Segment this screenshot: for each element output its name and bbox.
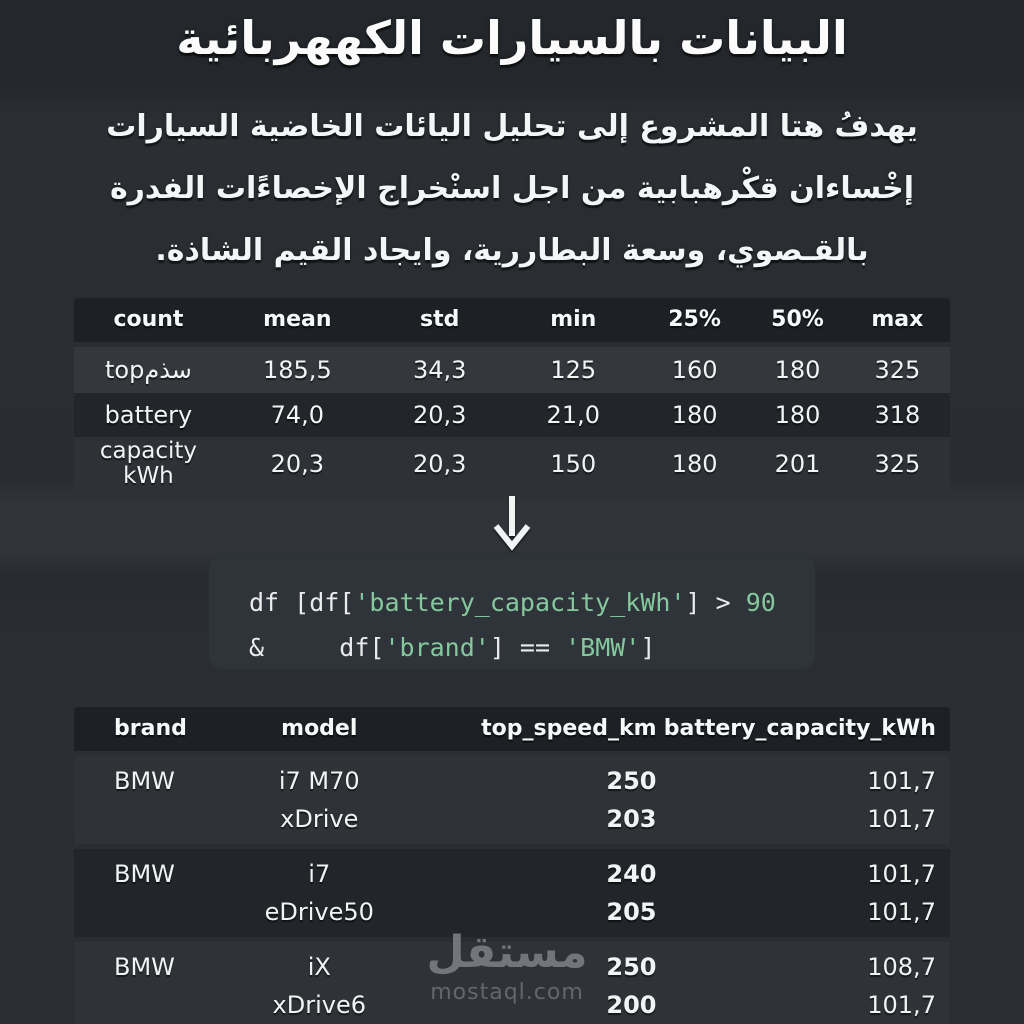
column-header: brand [114, 716, 187, 742]
row-label: topسذم [105, 355, 192, 384]
description-line: إخْساءان قكْرهبابية من اجل اسنْخراج الإخصاءًات الفدرة [109, 170, 915, 206]
cell-value: 150 [550, 449, 597, 478]
cell-value: 325 [874, 449, 921, 478]
cell-value: 180 [671, 400, 718, 429]
battery-cell: 108,7 [867, 952, 936, 981]
description-line: بالقـصوي، وسعة البطاررية، وايجاد القيم الشاذة. [155, 232, 869, 268]
speed-cell: 250 [606, 952, 657, 981]
row-label: capacity kWh [99, 437, 197, 489]
battery-cell: 101,7 [867, 859, 936, 888]
speed-cell: 240 [606, 859, 657, 888]
row-label: battery [104, 400, 193, 429]
cell-value: 20,3 [412, 449, 467, 478]
code-line: & df['brand'] == 'BMW'] [249, 632, 656, 662]
table-row [74, 347, 950, 393]
brand-cell: BMW [114, 952, 175, 981]
cell-value: 21,0 [546, 400, 600, 429]
column-header: 25% [668, 307, 721, 333]
column-header: count [113, 307, 184, 333]
table-row [74, 893, 950, 931]
cell-value: 325 [874, 355, 921, 384]
battery-cell: 101,7 [867, 804, 936, 833]
filtered-cars-table [74, 707, 950, 1024]
description-line: يهدفُ هتا المشروع إلى تحليل اليائات الخاضية السيارات [106, 108, 918, 144]
down-arrow-icon [490, 494, 534, 554]
pandas-filter-code-block [209, 556, 815, 669]
table-row [74, 393, 950, 437]
cell-value: 185,5 [263, 355, 332, 384]
model-cell: iX [307, 952, 331, 981]
model-cell: i7 M70 [278, 766, 360, 795]
column-header: std [420, 307, 460, 333]
table-row [74, 762, 950, 800]
column-header: top_speed_km [481, 716, 657, 742]
page-title: البيانات بالسيارات الكههربائية [176, 11, 848, 65]
table-row-group [74, 756, 950, 844]
cell-value: 20,3 [412, 400, 467, 429]
table-row [74, 437, 950, 491]
cell-value: 74,0 [270, 400, 325, 429]
table-row [74, 855, 950, 893]
battery-cell: 101,7 [867, 990, 936, 1019]
speed-cell: 200 [606, 990, 657, 1019]
mostaql-logo: مستقل [426, 927, 588, 978]
table-row-group [74, 942, 950, 1024]
cell-value: 160 [671, 355, 718, 384]
column-header: model [281, 716, 358, 742]
brand-cell: BMW [114, 859, 175, 888]
cell-value: 20,3 [270, 449, 325, 478]
battery-cell: 101,7 [867, 766, 936, 795]
table-row [74, 948, 950, 986]
code-line: df [df['battery_capacity_kWh'] > 90 [249, 587, 776, 617]
column-header: battery_capacity_kWh [663, 716, 936, 742]
cars-table-header [74, 707, 950, 751]
table-row [74, 986, 950, 1024]
speed-cell: 250 [606, 766, 657, 795]
speed-cell: 205 [606, 897, 657, 926]
table-row [74, 800, 950, 838]
battery-cell: 101,7 [867, 897, 936, 926]
cell-value: 180 [774, 400, 821, 429]
cell-value: 125 [550, 355, 597, 384]
model-cell: xDrive [280, 804, 359, 833]
column-header: max [871, 307, 924, 333]
project-description [0, 96, 1024, 282]
stats-table-header [74, 298, 950, 342]
speed-cell: 203 [606, 804, 657, 833]
flow-arrow [0, 494, 1024, 554]
model-cell: eDrive50 [264, 897, 374, 926]
cell-value: 318 [874, 400, 921, 429]
model-cell: i7 [308, 859, 331, 888]
column-header: 50% [771, 307, 824, 333]
cell-value: 180 [774, 355, 821, 384]
model-cell: xDrive6 [272, 990, 366, 1019]
cell-value: 180 [671, 449, 718, 478]
stats-table [74, 298, 950, 491]
cell-value: 34,3 [412, 355, 467, 384]
column-header: min [550, 307, 597, 333]
cell-value: 201 [774, 449, 821, 478]
watermark-url: mostaql.com [430, 980, 584, 1005]
brand-cell: BMW [114, 766, 175, 795]
table-row-group [74, 849, 950, 937]
column-header: mean [263, 307, 332, 333]
